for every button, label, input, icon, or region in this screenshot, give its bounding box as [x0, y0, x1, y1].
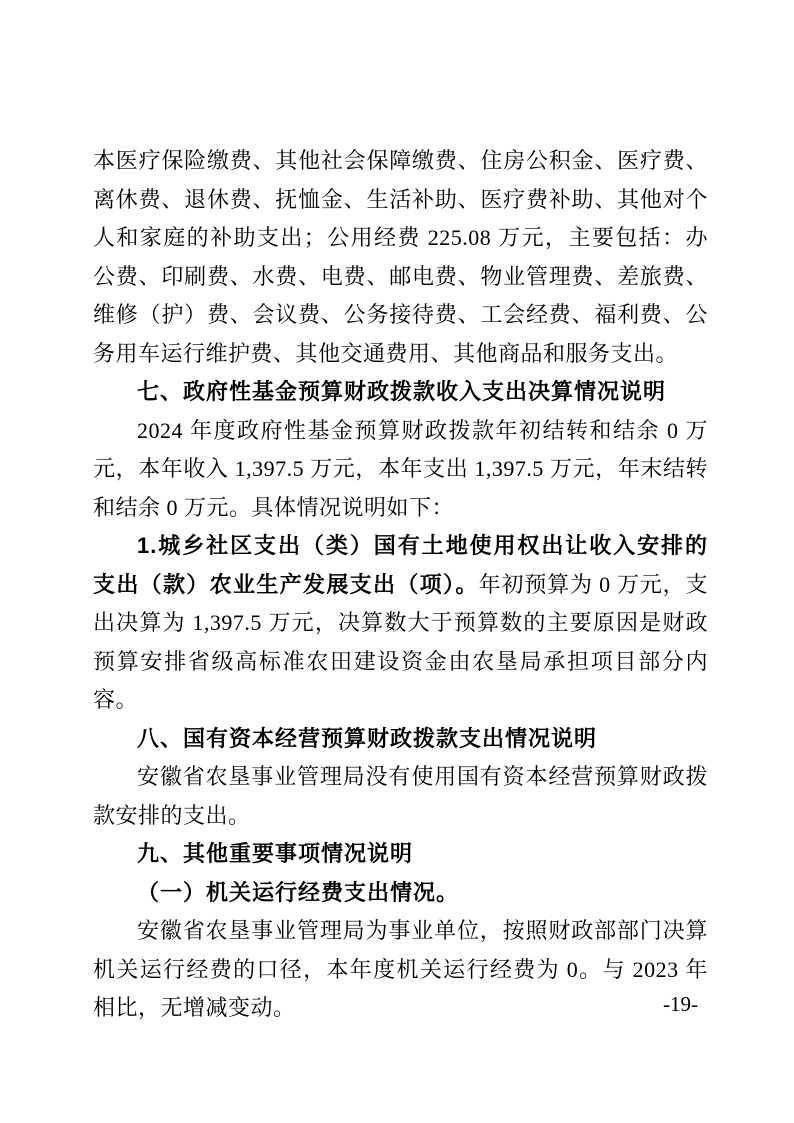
- paragraph-regular-tail: 年初预算为 0 万元，支出决算为 1,397.5 万元，决算数大于预算数的主要原因是财政预算安排省级高标准农田建设资金由农垦局承担项目部分内容。: [93, 571, 708, 712]
- paragraph-gov-fund-summary: 2024 年度政府性基金预算财政拨款年初结转和结余 0 万元，本年收入 1,397.5 万元，本年支出 1,397.5 万元，年末结转和结余 0 万元。具体情况说明如下：: [93, 417, 708, 520]
- paragraph-state-capital-statement: 安徽省农垦事业管理局没有使用国有资本经营预算财政拨款安排的支出。: [93, 764, 708, 828]
- subsection-heading-1-operating-expense: （一）机关运行经费支出情况。: [137, 879, 460, 905]
- section-heading-9-other-matters: 九、其他重要事项情况说明: [137, 841, 414, 866]
- paragraph-bold-lead: 1.城乡社区支出（类）国有土地使用权出让收入安排的支出（款）农业生产发展支出（项）。: [93, 533, 708, 597]
- section-heading-8-state-capital-budget: 八、国有资本经营预算财政拨款支出情况说明: [137, 725, 598, 751]
- paragraph-urban-rural-expense: [93, 527, 708, 720]
- section-heading-7-gov-fund-budget: 七、政府性基金预算财政拨款收入支出决算情况说明: [137, 379, 667, 404]
- document-body: [93, 142, 708, 1028]
- page-number: -19-: [663, 992, 698, 1016]
- paragraph-expense-continuation: 本医疗保险缴费、其他社会保障缴费、住房公积金、医疗费、离休费、退休费、抚恤金、生活补助、医疗费补助、其他对个人和家庭的补助支出；公用经费 225.08 万元，主要包括：办公费、印刷费、水费、电费、邮电费、物业管理费、差旅费、维修（护）费、会议费、公务接待费、工会经费、福利费、公务用车运行维护费、其他交通费用、其他商品和服务支出。: [93, 148, 708, 366]
- paragraph-operating-expense-statement: 安徽省农垦事业管理局为事业单位，按照财政部部门决算机关运行经费的口径，本年度机关运行经费为 0。与 2023 年相比，无增减变动。: [93, 918, 708, 1020]
